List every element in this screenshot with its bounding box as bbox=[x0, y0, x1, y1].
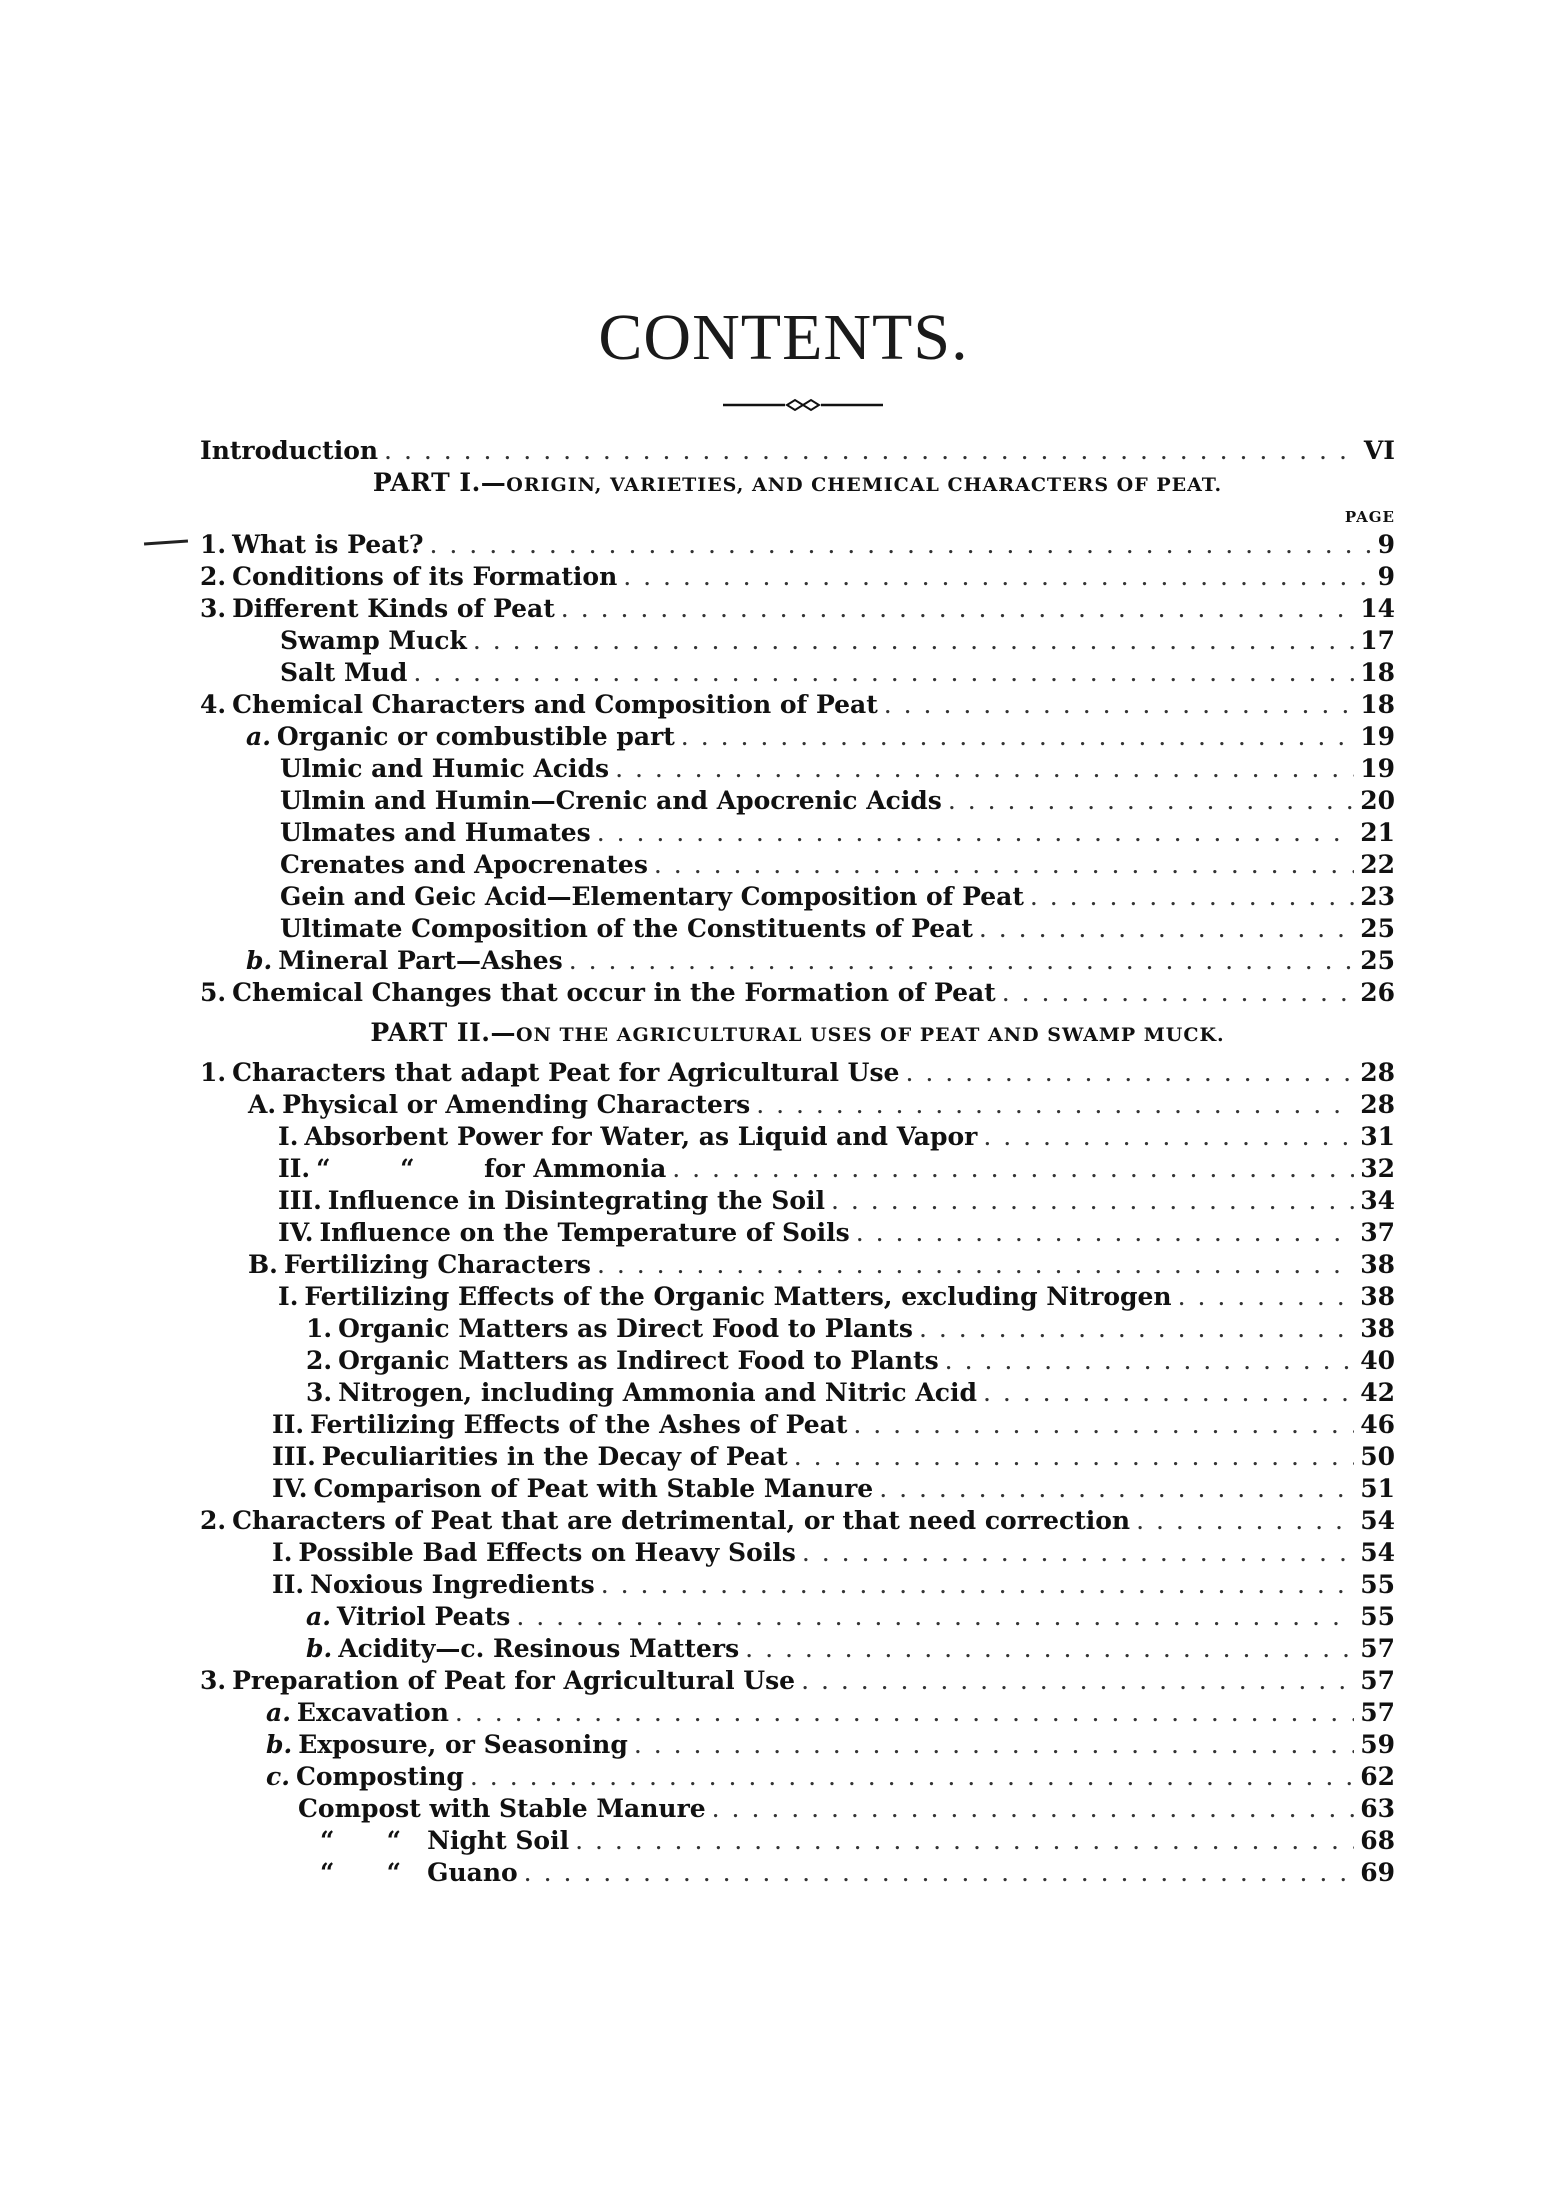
toc-row[interactable] bbox=[320, 1826, 1395, 1858]
toc-entry-label: Compost with Stable Manure bbox=[298, 1794, 706, 1823]
toc-entry-number: IV. bbox=[272, 1474, 308, 1503]
toc-row[interactable] bbox=[200, 690, 1395, 722]
toc-entry-number: II. bbox=[272, 1410, 305, 1439]
toc-entry-label: Organic Matters as Direct Food to Plants bbox=[338, 1314, 913, 1343]
toc-entry-number: 1. bbox=[200, 1058, 227, 1087]
toc-entry-page: 22 bbox=[1360, 850, 1395, 879]
toc-row[interactable] bbox=[280, 786, 1395, 818]
toc-entry-label: Ulmic and Humic Acids bbox=[280, 754, 610, 783]
toc-entry-page: 63 bbox=[1360, 1794, 1395, 1823]
toc-entry-label: Peculiarities in the Decay of Peat bbox=[321, 1442, 788, 1471]
toc-row[interactable] bbox=[306, 1346, 1395, 1378]
toc-entry-number: a. bbox=[266, 1698, 291, 1727]
leader-dots bbox=[919, 1314, 1354, 1343]
part-1-heading bbox=[200, 468, 1395, 497]
toc-entry-number: 1. bbox=[200, 530, 227, 559]
toc-entry-label: Fertilizing Effects of the Organic Matters, excluding Nitrogen bbox=[304, 1282, 1172, 1311]
toc-row[interactable] bbox=[280, 818, 1395, 850]
toc-entry-page: 26 bbox=[1360, 978, 1395, 1007]
toc-entry-label: Noxious Ingredients bbox=[310, 1570, 595, 1599]
toc-entry-page: 59 bbox=[1360, 1730, 1395, 1759]
toc-entry-label: Nitrogen, including Ammonia and Nitric Acid bbox=[338, 1378, 977, 1407]
leader-dots bbox=[879, 1474, 1354, 1503]
leader-dots bbox=[948, 786, 1354, 815]
toc-row[interactable] bbox=[200, 562, 1395, 594]
toc-row[interactable] bbox=[280, 850, 1395, 882]
toc-entry-page: 21 bbox=[1360, 818, 1395, 847]
toc-entry-page: 57 bbox=[1360, 1666, 1395, 1695]
leader-dots bbox=[983, 1122, 1354, 1151]
leader-dots bbox=[801, 1666, 1354, 1695]
toc-row[interactable] bbox=[200, 1058, 1395, 1090]
toc-row[interactable] bbox=[306, 1378, 1395, 1410]
part-1-subtitle: ORIGIN, VARIETIES, AND CHEMICAL CHARACTERS OF PEAT. bbox=[506, 474, 1223, 496]
toc-entry-number: b. bbox=[266, 1730, 293, 1759]
toc-entry-label: Preparation of Peat for Agricultural Use bbox=[232, 1666, 796, 1695]
toc-entry-label: Conditions of its Formation bbox=[232, 562, 618, 591]
toc-row[interactable] bbox=[278, 1218, 1395, 1250]
leader-dots bbox=[905, 1058, 1354, 1087]
toc-entry-page: 28 bbox=[1360, 1090, 1395, 1119]
leader-dots bbox=[712, 1794, 1355, 1823]
toc-entry-number: B. bbox=[248, 1250, 278, 1279]
toc-entry-page: 38 bbox=[1360, 1250, 1395, 1279]
leader-dots bbox=[681, 722, 1354, 751]
toc-row[interactable] bbox=[272, 1570, 1395, 1602]
title-ornament-divider bbox=[723, 398, 883, 412]
toc-row[interactable] bbox=[272, 1442, 1395, 1474]
toc-entry-label: Organic Matters as Indirect Food to Plants bbox=[338, 1346, 939, 1375]
leader-dots bbox=[473, 626, 1354, 655]
toc-entry-page: 31 bbox=[1360, 1122, 1395, 1151]
leader-dots bbox=[516, 1602, 1354, 1631]
toc-entry-page: 40 bbox=[1360, 1346, 1395, 1375]
leader-dots bbox=[1178, 1282, 1355, 1311]
toc-row[interactable] bbox=[278, 1282, 1395, 1314]
toc-row[interactable] bbox=[272, 1538, 1395, 1570]
toc-entry-label: Possible Bad Effects on Heavy Soils bbox=[298, 1538, 796, 1567]
toc-entry-label: “ “ Guano bbox=[320, 1858, 518, 1887]
toc-entry-page: 38 bbox=[1360, 1314, 1395, 1343]
toc-row[interactable] bbox=[200, 1506, 1395, 1538]
toc-entry-label: “ “ Night Soil bbox=[320, 1826, 570, 1855]
leader-dots bbox=[979, 914, 1354, 943]
toc-entry-page: 68 bbox=[1360, 1826, 1395, 1855]
toc-entry-page: 50 bbox=[1360, 1442, 1395, 1471]
toc-entry-page: VI bbox=[1363, 436, 1395, 465]
leader-dots bbox=[413, 658, 1354, 687]
toc-row[interactable] bbox=[266, 1730, 1395, 1762]
toc-entry-page: 34 bbox=[1360, 1186, 1395, 1215]
toc-entry-label: Introduction bbox=[200, 436, 379, 465]
toc-entry-page: 55 bbox=[1360, 1602, 1395, 1631]
toc-entry-page: 42 bbox=[1360, 1378, 1395, 1407]
toc-row[interactable] bbox=[248, 1250, 1395, 1282]
toc-entry-label: Salt Mud bbox=[280, 658, 408, 687]
toc-row[interactable] bbox=[246, 946, 1395, 978]
toc-entry-number: 3. bbox=[200, 594, 227, 623]
toc-entry-number: 5. bbox=[200, 978, 227, 1007]
toc-entry-number: 1. bbox=[306, 1314, 333, 1343]
toc-entry-number: I. bbox=[272, 1538, 293, 1567]
toc-entry-label: Composting bbox=[295, 1762, 464, 1791]
toc-entry-number: a. bbox=[306, 1602, 331, 1631]
toc-entry-number: A. bbox=[248, 1090, 277, 1119]
toc-entry-label: Absorbent Power for Water, as Liquid and Vapor bbox=[304, 1122, 978, 1151]
toc-row[interactable] bbox=[280, 754, 1395, 786]
toc-row[interactable] bbox=[266, 1762, 1395, 1794]
toc-entry-label: Chemical Changes that occur in the Formation of Peat bbox=[232, 978, 996, 1007]
toc-entry-page: 9 bbox=[1377, 562, 1395, 591]
toc-entry-number: 2. bbox=[306, 1346, 333, 1375]
toc-entry-number: I. bbox=[278, 1282, 299, 1311]
toc-row[interactable] bbox=[278, 1186, 1395, 1218]
toc-row[interactable] bbox=[280, 658, 1395, 690]
leader-dots bbox=[470, 1762, 1354, 1791]
toc-row[interactable] bbox=[306, 1634, 1395, 1666]
toc-entry-page: 23 bbox=[1360, 882, 1395, 911]
toc-row[interactable] bbox=[200, 530, 1395, 562]
toc-entry-number: a. bbox=[246, 722, 271, 751]
leader-dots bbox=[983, 1378, 1354, 1407]
toc-entry-number: 3. bbox=[306, 1378, 333, 1407]
toc-entry-page: 62 bbox=[1360, 1762, 1395, 1791]
toc-row-introduction[interactable] bbox=[200, 436, 1395, 468]
toc-row[interactable] bbox=[200, 1666, 1395, 1698]
toc-entry-label: Comparison of Peat with Stable Manure bbox=[313, 1474, 874, 1503]
toc-entry-label: Excavation bbox=[296, 1698, 449, 1727]
toc-row[interactable] bbox=[280, 882, 1395, 914]
leader-dots bbox=[853, 1410, 1354, 1439]
toc-entry-number: b. bbox=[306, 1634, 333, 1663]
leader-dots bbox=[756, 1090, 1354, 1119]
toc-entry-label: Physical or Amending Characters bbox=[282, 1090, 751, 1119]
toc-entry-page: 25 bbox=[1360, 946, 1395, 975]
toc-entry-page: 17 bbox=[1360, 626, 1395, 655]
leader-dots bbox=[945, 1346, 1355, 1375]
leader-dots bbox=[623, 562, 1371, 591]
toc-entry-label: Ultimate Composition of the Constituents of Peat bbox=[280, 914, 973, 943]
toc-row[interactable] bbox=[200, 978, 1395, 1010]
toc-entry-number: c. bbox=[266, 1762, 290, 1791]
toc-row[interactable] bbox=[278, 1154, 1395, 1186]
toc-entry-label: Exposure, or Seasoning bbox=[298, 1730, 628, 1759]
toc-entry-page: 46 bbox=[1360, 1410, 1395, 1439]
toc-entry-number: II. bbox=[278, 1154, 311, 1183]
toc-entry-page: 54 bbox=[1360, 1538, 1395, 1567]
toc-row[interactable] bbox=[272, 1474, 1395, 1506]
toc-entry-page: 57 bbox=[1360, 1634, 1395, 1663]
toc-entry-page: 25 bbox=[1360, 914, 1395, 943]
leader-dots bbox=[597, 818, 1354, 847]
leader-dots bbox=[831, 1186, 1354, 1215]
toc-row[interactable] bbox=[200, 594, 1395, 626]
toc-entry-number: III. bbox=[278, 1186, 322, 1215]
leader-dots bbox=[884, 690, 1354, 719]
toc-entry-label: Ulmates and Humates bbox=[280, 818, 591, 847]
toc-entry-label: Fertilizing Characters bbox=[283, 1250, 591, 1279]
leader-dots bbox=[634, 1730, 1354, 1759]
leader-dots bbox=[430, 530, 1372, 559]
toc-entry-page: 18 bbox=[1360, 690, 1395, 719]
toc-entry-label: Vitriol Peats bbox=[336, 1602, 511, 1631]
toc-entry-page: 19 bbox=[1360, 754, 1395, 783]
toc-entry-number: I. bbox=[278, 1122, 299, 1151]
leader-dots bbox=[672, 1154, 1354, 1183]
toc-entry-number: II. bbox=[272, 1570, 305, 1599]
toc-entry-label: Chemical Characters and Composition of Peat bbox=[232, 690, 878, 719]
toc-entry-page: 19 bbox=[1360, 722, 1395, 751]
part-2-label: PART II.— bbox=[370, 1018, 516, 1047]
part-2-heading bbox=[200, 1018, 1395, 1047]
toc-entry-number: IV. bbox=[278, 1218, 314, 1247]
toc-row[interactable] bbox=[246, 722, 1395, 754]
leader-dots bbox=[524, 1858, 1355, 1887]
toc-row[interactable] bbox=[272, 1410, 1395, 1442]
toc-entry-page: 20 bbox=[1360, 786, 1395, 815]
toc-entry-label: Gein and Geic Acid—Elementary Composition of Peat bbox=[280, 882, 1024, 911]
toc-entry-number: 3. bbox=[200, 1666, 227, 1695]
toc-entry-page: 54 bbox=[1360, 1506, 1395, 1535]
toc-entry-page: 69 bbox=[1360, 1858, 1395, 1887]
toc-entry-label: Crenates and Apocrenates bbox=[280, 850, 648, 879]
leader-dots bbox=[654, 850, 1354, 879]
toc-row[interactable] bbox=[266, 1698, 1395, 1730]
toc-entry-page: 57 bbox=[1360, 1698, 1395, 1727]
leader-dots bbox=[601, 1570, 1354, 1599]
toc-entry-number: 2. bbox=[200, 1506, 227, 1535]
toc-entry-page: 32 bbox=[1360, 1154, 1395, 1183]
toc-entry-page: 37 bbox=[1360, 1218, 1395, 1247]
leader-dots bbox=[561, 594, 1354, 623]
leader-dots bbox=[1030, 882, 1354, 911]
part-2-subtitle: ON THE AGRICULTURAL USES OF PEAT AND SWAMP MUCK. bbox=[515, 1024, 1225, 1046]
toc-entry-label: Ulmin and Humin—Crenic and Apocrenic Acids bbox=[280, 786, 942, 815]
toc-entry-label: Swamp Muck bbox=[280, 626, 467, 655]
toc-entry-page: 28 bbox=[1360, 1058, 1395, 1087]
toc-entry-number: b. bbox=[246, 946, 273, 975]
leader-dots bbox=[569, 946, 1355, 975]
toc-row[interactable] bbox=[278, 1122, 1395, 1154]
toc-entry-label: Mineral Part—Ashes bbox=[278, 946, 563, 975]
toc-entry-page: 55 bbox=[1360, 1570, 1395, 1599]
toc-entry-number: III. bbox=[272, 1442, 316, 1471]
toc-row[interactable] bbox=[248, 1090, 1395, 1122]
leader-dots bbox=[597, 1250, 1354, 1279]
leader-dots bbox=[615, 754, 1354, 783]
toc-entry-label: “ “ for Ammonia bbox=[316, 1154, 667, 1183]
leader-dots bbox=[856, 1218, 1354, 1247]
toc-entry-label: Acidity—c. Resinous Matters bbox=[338, 1634, 740, 1663]
leader-dots bbox=[1136, 1506, 1354, 1535]
toc-entry-page: 51 bbox=[1360, 1474, 1395, 1503]
part-1-label: PART I.— bbox=[372, 468, 507, 497]
toc-entry-label: What is Peat? bbox=[232, 530, 424, 559]
page-column-header: PAGE bbox=[1344, 508, 1395, 526]
leader-dots bbox=[745, 1634, 1354, 1663]
toc-row[interactable] bbox=[298, 1794, 1395, 1826]
toc-entry-label: Characters that adapt Peat for Agricultural Use bbox=[232, 1058, 900, 1087]
toc-entry-page: 18 bbox=[1360, 658, 1395, 687]
leader-dots bbox=[794, 1442, 1355, 1471]
toc-entry-number: 4. bbox=[200, 690, 227, 719]
toc-entry-label: Different Kinds of Peat bbox=[232, 594, 555, 623]
toc-row[interactable] bbox=[280, 626, 1395, 658]
toc-entry-page: 38 bbox=[1360, 1282, 1395, 1311]
toc-entry-page: 14 bbox=[1360, 594, 1395, 623]
toc-entry-label: Characters of Peat that are detrimental, or that need correction bbox=[232, 1506, 1131, 1535]
toc-entry-page: 9 bbox=[1377, 530, 1395, 559]
toc-row[interactable] bbox=[280, 914, 1395, 946]
toc-entry-label: Influence in Disintegrating the Soil bbox=[327, 1186, 826, 1215]
toc-entry-label: Organic or combustible part bbox=[276, 722, 675, 751]
toc-row[interactable] bbox=[320, 1858, 1395, 1890]
toc-row[interactable] bbox=[306, 1314, 1395, 1346]
leader-dots bbox=[802, 1538, 1354, 1567]
leader-dots bbox=[575, 1826, 1354, 1855]
toc-entry-number: 2. bbox=[200, 562, 227, 591]
leader-dots bbox=[455, 1698, 1354, 1727]
scan-artifact-mark bbox=[144, 539, 188, 545]
leader-dots bbox=[1002, 978, 1354, 1007]
toc-entry-label: Fertilizing Effects of the Ashes of Peat bbox=[310, 1410, 848, 1439]
page-title: CONTENTS. bbox=[598, 301, 969, 374]
toc-row[interactable] bbox=[306, 1602, 1395, 1634]
leader-dots bbox=[384, 436, 1358, 465]
toc-entry-label: Influence on the Temperature of Soils bbox=[319, 1218, 850, 1247]
